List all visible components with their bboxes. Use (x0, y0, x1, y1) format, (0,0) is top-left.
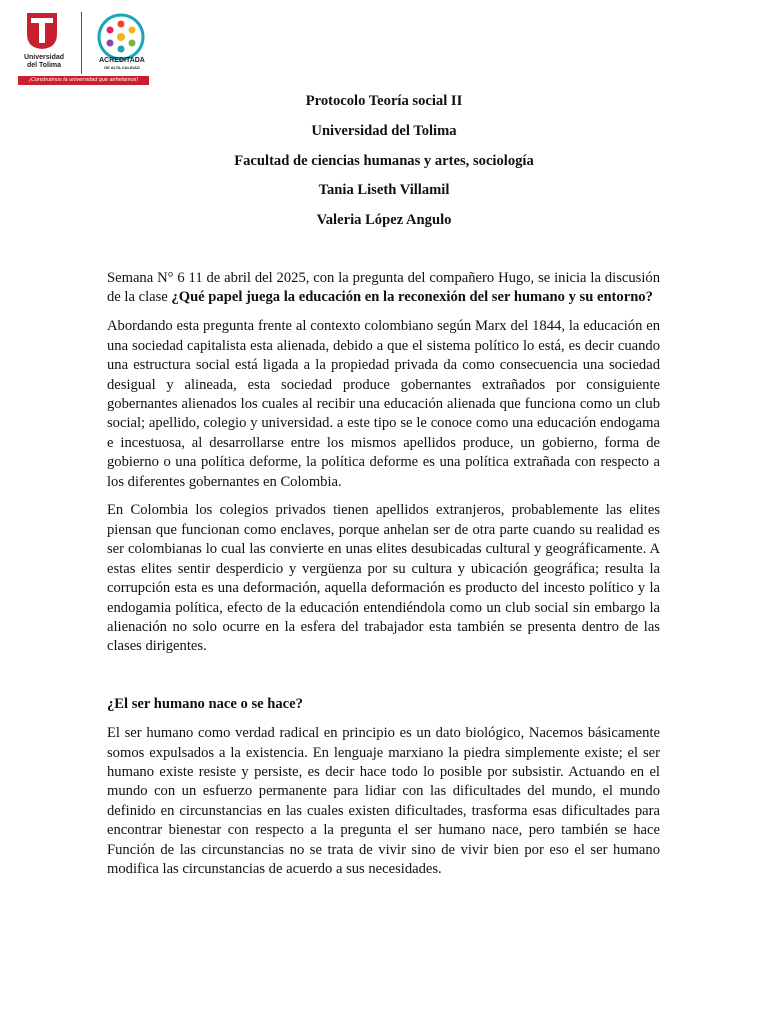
university-shield-icon (26, 12, 58, 50)
faculty-name: Facultad de ciencias humanas y artes, sociología (234, 152, 534, 169)
document-header (0, 91, 768, 240)
body-paragraph: En Colombia los colegios privados tienen apellidos extranjeros, probablemente las elites piensan que funcionan como enclaves, porque anhelan ser de otra parte cuando su realidad es ser colombianas lo cual las convierte en unas elites desubicadas cultural y geográficamente. A estas elites sentir desperdicio y vergüenza por su cultura y ubicación geográfica; resulta la corrupción esta es una deformación, aquella deformación es producto del incesto político y la endogamia política, efecto de la educación entendiéndola como un club social sin embargo la alienación no solo ocurre en la esfera del trabajador esta también se presenta dentro de las clases dirigentes. (107, 502, 660, 655)
body-paragraph: Abordando esta pregunta frente al contexto colombiano según Marx del 1844, la educación en una sociedad capitalista esta alienada, debido a que el sistema político lo está, es decir cuando una estructura social está ligada a la propiedad privada da como consecuencia una sociedad desigual y alineada, esta sociedad produce gobernantes extrañados por consiguiente gobernantes alienados los cuales al recibir una educación alienada que funciona como un club social; apellido, colegio y universidad. a este tipo se le conoce como una educación endogama e incestuosa, al desarrollarse entre los mismos apellidos produce, un gobierno, forma de gobierno o una política deforme, la política deforme es una política extrañada con respecto a los diferentes gobernantes en Colombia. (107, 318, 660, 490)
section-heading-text: ¿El ser humano nace o se hace? (107, 696, 303, 713)
header-logos (18, 10, 150, 86)
intro-text: Semana N° 6 11 de abril del 2025, con la pregunta del compañero Hugo, se inicia la discusión de la clase (107, 270, 660, 306)
accreditation-circle-icon (96, 12, 146, 62)
author-name: Valeria López Angulo (316, 212, 452, 229)
author-name: Tania Liseth Villamil (318, 182, 450, 199)
intro-paragraph (107, 269, 660, 308)
document-body (107, 269, 660, 889)
slogan-banner: ¡Construimos la universidad que anhelamos! (18, 76, 149, 85)
document-title: Protocolo Teoría social II (305, 93, 463, 109)
body-paragraph: El ser humano como verdad radical en principio es un dato biológico, Nacemos básicamente somos expulsados a la existencia. En lenguaje marxiano la piedra simplemente existe; el ser humano existe resiste y persiste, es decir hace todo lo posible por subsistir. Actuando en el mundo con un esfuerzo permanente para lidiar con las dificultades del mundo, el mundo definido en circunstancias en las cuales existen dificultades, trasforma esas dificultades para encontrar bienestar con respecto a la pregunta el ser humano nace, pero también se hace Función de las circunstancias no se trata de vivir sino de vivir bien por eso el ser humano modifica las circunstancias de acuerdo a sus necesidades. (107, 725, 660, 877)
university-name: Universidad del Tolima (23, 54, 65, 69)
discussion-question: ¿Qué papel juega la educación en la reconexión del ser humano y su entorno? (171, 289, 653, 306)
institution-name: Universidad del Tolima (311, 122, 457, 139)
accreditation-label: ACREDITADA (99, 57, 145, 64)
section-heading (107, 695, 660, 714)
section-spacer (107, 666, 660, 695)
logo-divider (81, 12, 82, 74)
accreditation-sub-label: DE ALTA CALIDAD (104, 65, 140, 70)
